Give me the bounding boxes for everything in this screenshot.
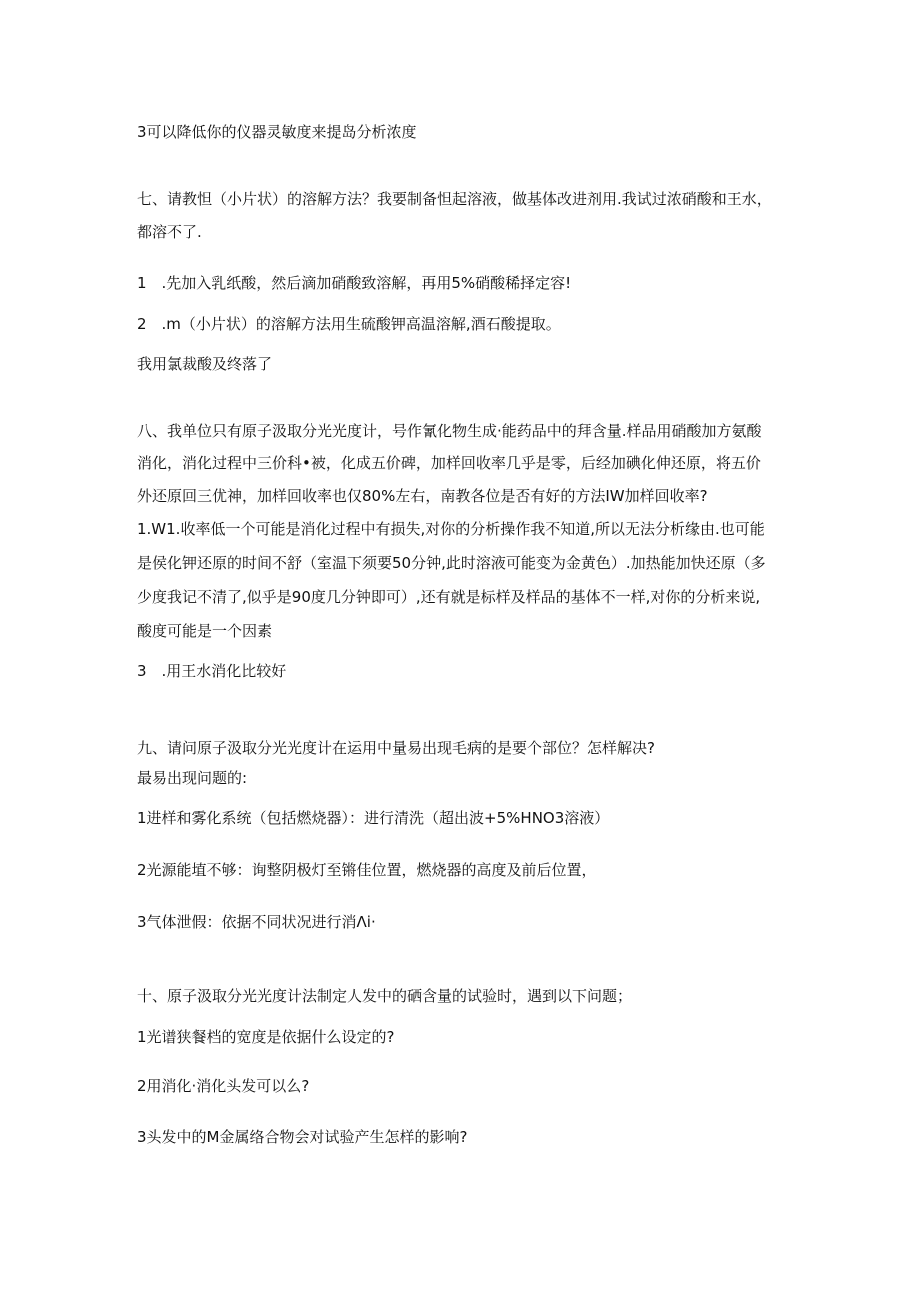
question-10-item-3: 3头发中的M金属络合物会对试验产生怎样的影响?: [137, 1128, 468, 1146]
question-7-line-2: 都溶不了.: [137, 223, 202, 241]
question-8-line-2: 消化，消化过程中三价科•被，化成五价碑，加样回收率几乎是零，后经加碘化伸还原，将五价: [137, 454, 761, 472]
question-9: 九、请问原子汲取分光光度计在运用中量易出现毛病的是要个部位？怎样解决?: [137, 739, 655, 757]
question-8-line-3: 外还原回三优神，加样回收率也仅80%左右，南教各位是否有好的方法IW加样回收率?: [137, 487, 708, 505]
text-line-1: 3可以降低你的仪器灵敏度来提岛分析浓度: [137, 123, 417, 141]
answer-9-item-2: 2光源能埴不够：询整阴极灯至锵佳位置，燃烧器的高度及前后位置，: [137, 861, 597, 879]
answer-8-line-4: 酸度可能是一个因素: [137, 622, 273, 640]
answer-9-intro: 最易出现问题的:: [137, 769, 248, 787]
answer-9-item-1: 1进样和雾化系统（包括燃烧器）：进行清洗（超出波+5%HNO3溶液）: [137, 809, 610, 827]
answer-7-item-1: 1 .先加入乳纸酸，然后滴加硝酸致溶解，再用5%硝酸稀择定容!: [137, 274, 572, 292]
answer-8-line-3: 少度我记不清了,似乎是90度几分钟即可）,还有就是标样及样品的基体不一样,对你的分析来说,: [137, 588, 761, 606]
question-8-line-1: 八、我单位只有原子汲取分光光度计，号作氰化物生成·能药品中的拜含量.样品用硝酸加方氨酸: [137, 422, 762, 440]
question-10-item-2: 2用消化·消化头发可以么?: [137, 1077, 310, 1095]
answer-9-item-3: 3气体泄假：依据不同状况进行消Λi·: [137, 913, 376, 931]
answer-8-item-3: 3 .用王水消化比较好: [137, 662, 287, 680]
answer-8-line-1: 1.W1.收率低一个可能是消化过程中有损失,对你的分析操作我不知道,所以无法分析缘由.也可能: [137, 520, 765, 538]
question-7-line-1: 七、请教怛（小片状）的溶解方法？我要制备怛起溶液，做基体改进剂用.我试过浓硝酸和王水，: [137, 190, 772, 208]
question-10-item-1: 1光谱狭餐档的宽度是依据什么设定的?: [137, 1028, 395, 1046]
answer-7-item-2: 2 .m（小片状）的溶解方法用生硫酸钾高温溶解,酒石酸提取。: [137, 315, 561, 333]
answer-7-note: 我用氯裁酸及终落了: [137, 355, 273, 373]
answer-8-line-2: 是侯化钾还原的时间不舒（室温下须要50分钟,此时溶液可能变为金黄色）.加热能加快还原（多: [137, 554, 766, 572]
question-10: 十、原子汲取分光光度计法制定人发中的硒含量的试验时，遇到以下问题；: [137, 987, 633, 1005]
